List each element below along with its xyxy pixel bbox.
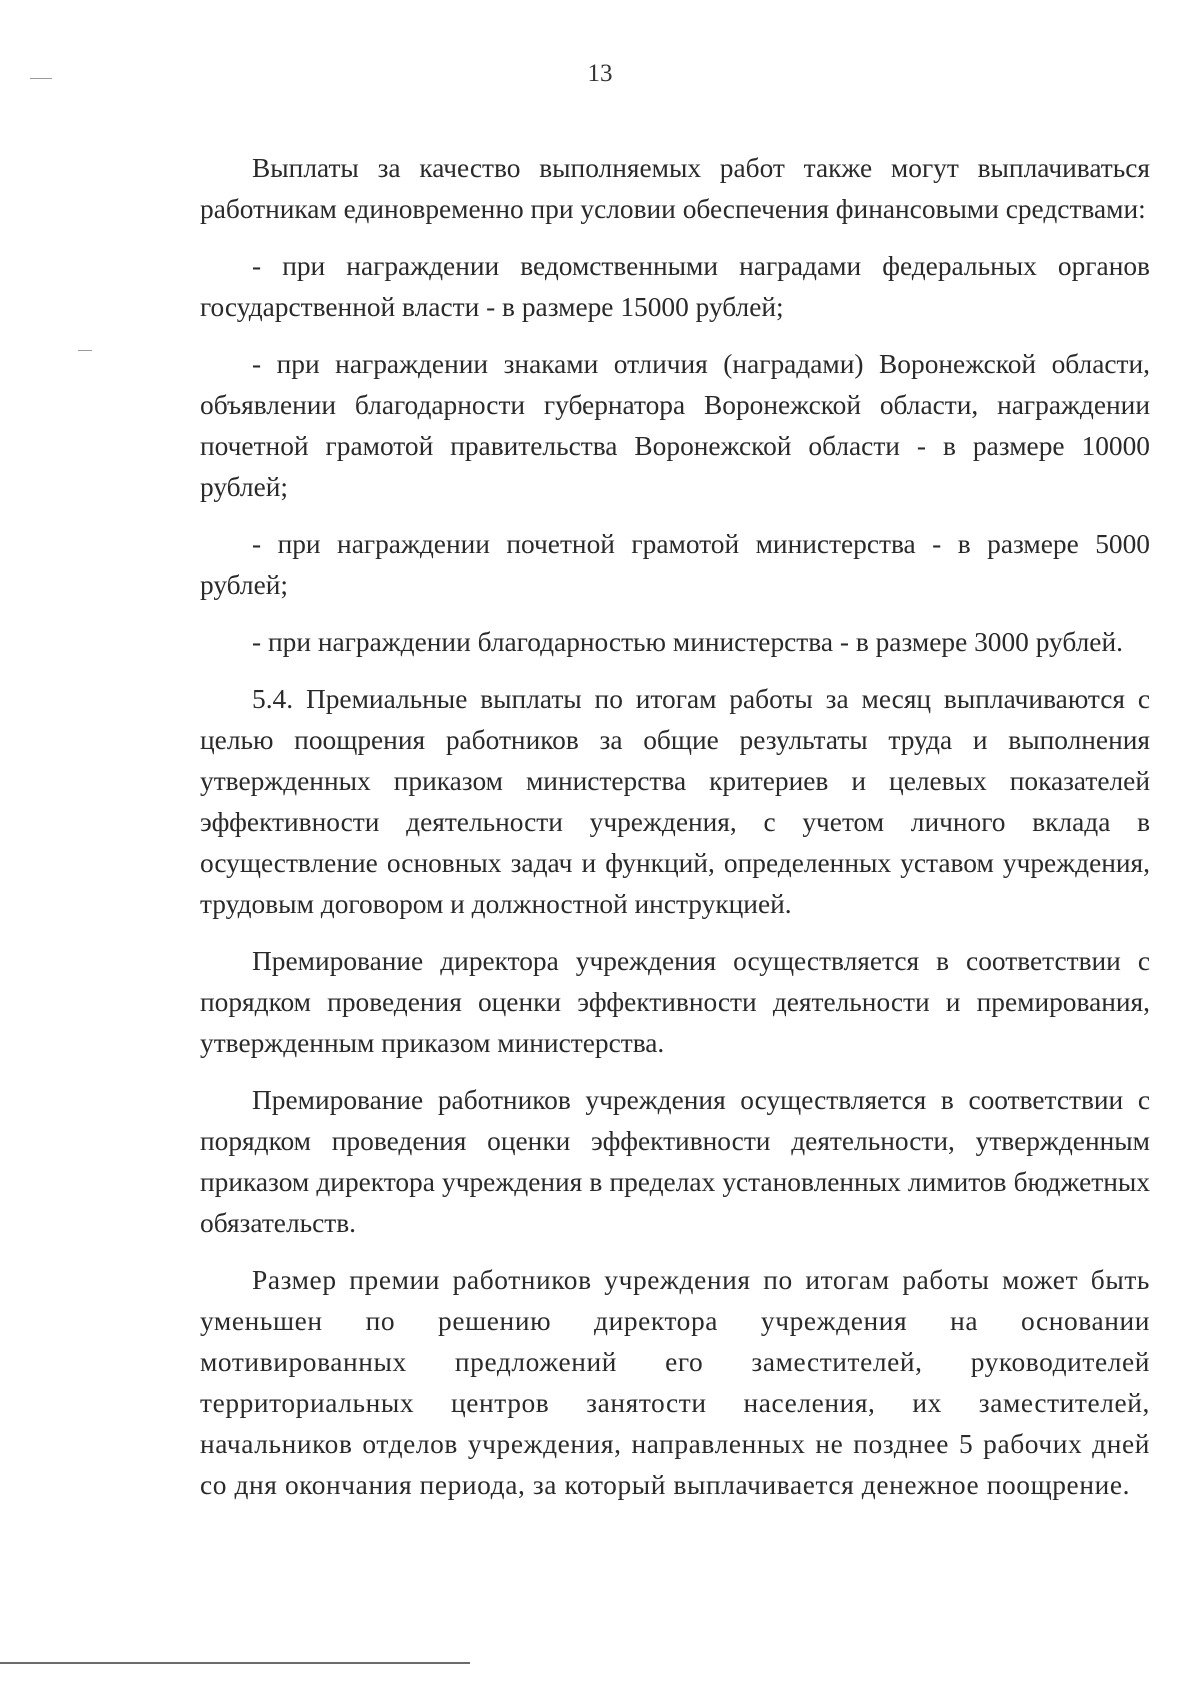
paragraph-bonus-reduction: Размер премии работников учреждения по итогам работы может быть уменьшен по решению директора учреждения на основании мотивированных предложений его заместителей, руководителей территориальных центров занятости населения, их заместителей, начальников отделов учреждения, направленных не позднее 5 рабочих дней со дня окончания периода, за который выплачивается денежное поощрение. <box>200 1265 1150 1500</box>
paragraph-director-bonus: Премирование директора учреждения осуществляется в соответствии с порядком проведения оценки эффективности деятельности и премирования, утвержденным приказом министерства. <box>200 946 1150 1058</box>
paragraph-ministry-certificate: - при награждении почетной грамотой министерства - в размере 5000 рублей; <box>200 529 1150 600</box>
scan-mark-middle <box>78 350 92 351</box>
paragraph-quality-payments: Выплаты за качество выполняемых работ также могут выплачиваться работникам единовременно при условии обеспечения финансовыми средствами: <box>200 153 1150 224</box>
document-body <box>200 148 1150 1522</box>
paragraph-regional-awards: - при награждении знаками отличия (наградами) Воронежской области, объявлении благодарности губернатора Воронежской области, награждении почетной грамотой правительства Воронежской области - в размере 10000 рублей; <box>200 349 1150 502</box>
paragraph-staff-bonus: Премирование работников учреждения осуществляется в соответствии с порядком проведения оценки эффективности деятельности, утвержденным приказом директора учреждения в пределах установленных лимитов бюджетных обязательств. <box>200 1085 1150 1238</box>
paragraph-section-5-4: 5.4. Премиальные выплаты по итогам работы за месяц выплачиваются с целью поощрения работников за общие результаты труда и выполнения утвержденных приказом министерства критериев и целевых показателей эффективности деятельности учреждения, с учетом личного вклада в осуществление основных задач и функций, определенных уставом учреждения, трудовым договором и должностной инструкцией. <box>200 684 1150 919</box>
paragraph-ministry-gratitude: - при награждении благодарностью министерства - в размере 3000 рублей. <box>252 627 1123 657</box>
paragraph-federal-awards: - при награждении ведомственными наградами федеральных органов государственной власти - в размере 15000 рублей; <box>200 251 1150 322</box>
bottom-rule <box>0 1662 470 1664</box>
page-number: 13 <box>587 60 613 87</box>
